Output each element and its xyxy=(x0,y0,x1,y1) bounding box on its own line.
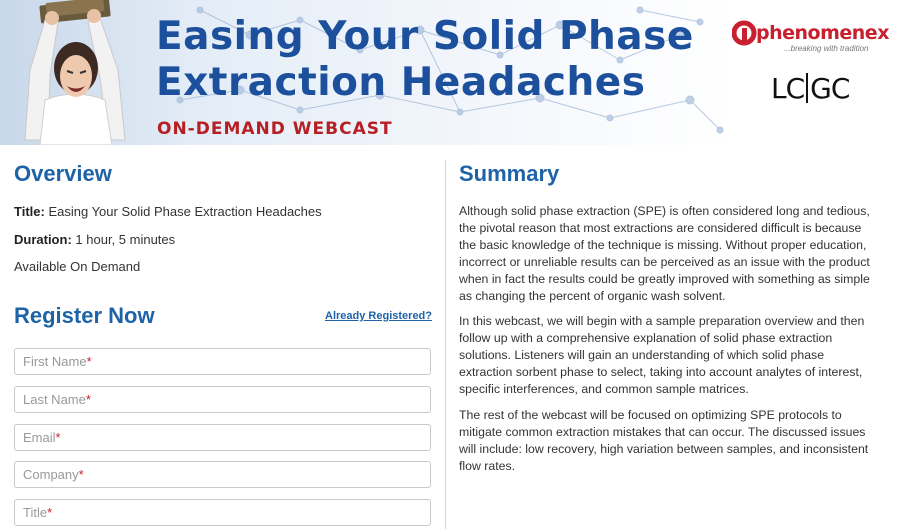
summary-paragraph-3: The rest of the webcast will be focused on optimizing SPE protocols to mitigate common extraction mistakes that can occur. The discussed issues will include: low recovery, high variation between samples, and inconsistent flow rates. xyxy=(459,408,869,473)
lcgc-right: GC xyxy=(810,72,850,105)
title-label: Title: xyxy=(14,204,45,219)
summary-heading: Summary xyxy=(459,161,560,186)
company-field[interactable] xyxy=(14,461,431,488)
overview-heading: Overview xyxy=(14,161,112,186)
overview-duration-row xyxy=(14,232,175,247)
lcgc-separator xyxy=(806,73,808,103)
job-title-field[interactable] xyxy=(14,499,431,526)
duration-value: 1 hour, 5 minutes xyxy=(75,232,176,247)
first-name-field[interactable] xyxy=(14,348,431,375)
duration-label: Duration: xyxy=(14,232,72,247)
title-value: Easing Your Solid Phase Extraction Headaches xyxy=(48,204,322,219)
email-placeholder: Email* xyxy=(23,430,61,445)
column-divider xyxy=(445,160,446,529)
register-heading: Register Now xyxy=(14,303,155,328)
phenomenex-name: phenomenex xyxy=(756,22,889,44)
first-name-placeholder: First Name* xyxy=(23,354,92,369)
summary-paragraph-2: In this webcast, we will begin with a sample preparation overview and then follow up with a comprehensive explanation of solid phase extraction solutions. Listeners will gain an understanding of which solid phase extraction sorbent phase to select, taking into account analytes of interest, specific interferences, and common sample matrices. xyxy=(459,314,865,396)
company-placeholder: Company* xyxy=(23,467,84,482)
last-name-placeholder: Last Name* xyxy=(23,392,91,407)
overview-availability: Available On Demand xyxy=(14,259,141,274)
email-field[interactable] xyxy=(14,424,431,451)
summary-paragraph-1: Although solid phase extraction (SPE) is often considered long and tedious, the pivotal reason that most extractions are considered difficult is because the basic knowledge of the technique is missing. Without proper education, incorrect or unreliable results can be perceived as an issue with the product when in fact the results could be greatly improved with something as simple as changing the percent of organic wash solvent. xyxy=(459,204,870,303)
already-registered-link[interactable]: Already Registered? xyxy=(325,310,432,322)
last-name-field[interactable] xyxy=(14,386,431,413)
lcgc-left: LC xyxy=(771,72,805,105)
phenomenex-tagline: ...breaking with tradition xyxy=(784,44,869,53)
banner-subtitle: ON-DEMAND WEBCAST xyxy=(157,119,393,139)
banner-title-line2: Extraction Headaches xyxy=(156,60,646,105)
frustrated-person-image xyxy=(0,0,160,145)
job-title-placeholder: Title* xyxy=(23,505,53,520)
lcgc-logo xyxy=(771,72,849,105)
banner-title-line1: Easing Your Solid Phase xyxy=(156,14,694,59)
overview-title-row xyxy=(14,204,322,219)
webcast-banner xyxy=(0,0,918,145)
phenomenex-logo-icon xyxy=(732,20,758,46)
